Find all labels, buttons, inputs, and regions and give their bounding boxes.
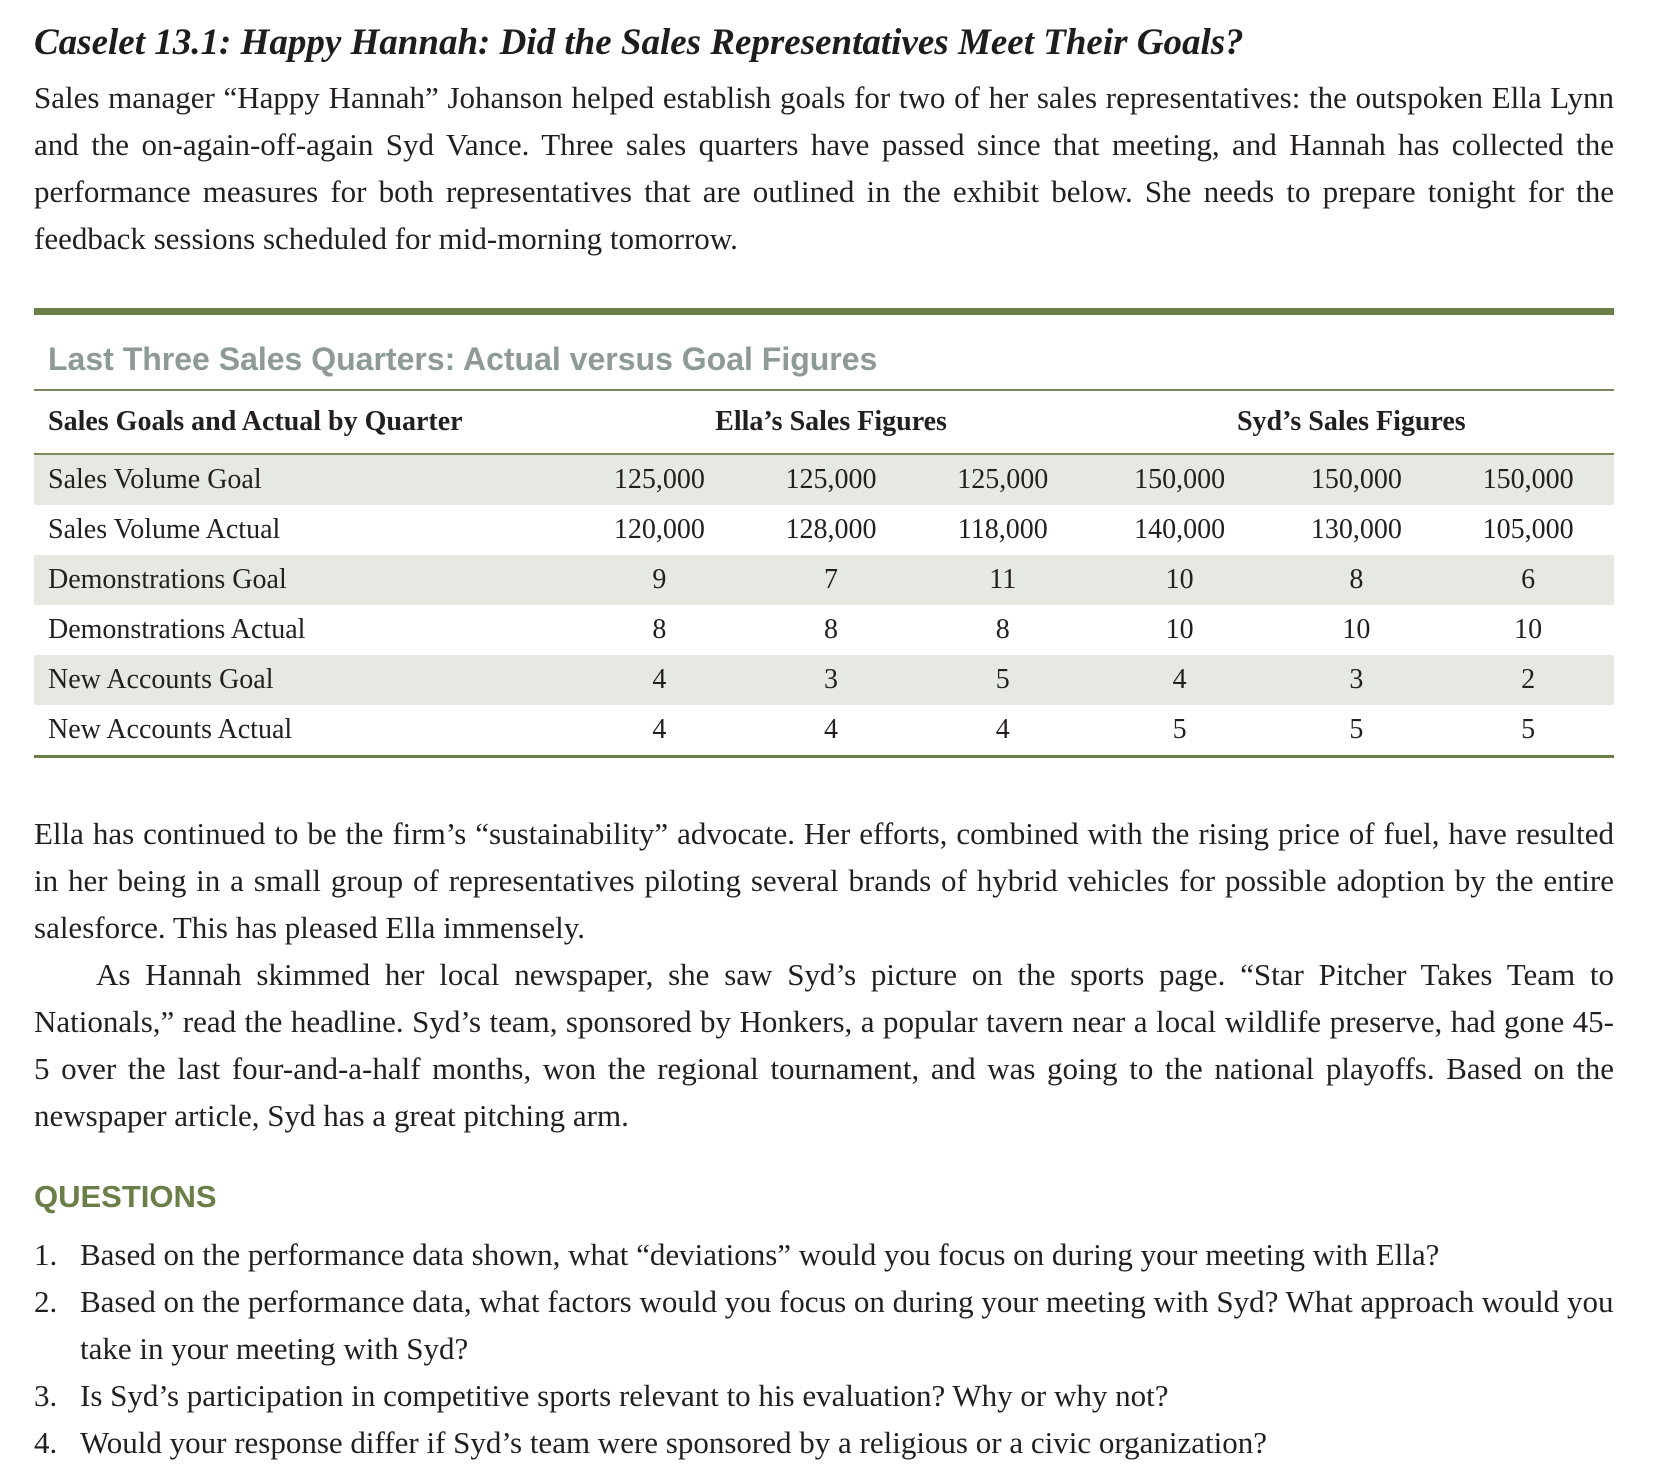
header-syd: Syd’s Sales Figures xyxy=(1089,391,1614,454)
exhibit xyxy=(34,308,1614,758)
table-cell: 130,000 xyxy=(1310,514,1402,545)
table-cell: 105,000 xyxy=(1482,514,1574,545)
table-body xyxy=(34,454,1614,757)
table-cell: 5 xyxy=(1442,705,1614,757)
table-cell: 4 xyxy=(1089,655,1271,705)
table-cell: 7 xyxy=(745,555,917,605)
table-cell: 8 xyxy=(1270,555,1442,605)
table-row xyxy=(34,555,1614,605)
table-cell: 10 xyxy=(1514,614,1543,645)
row-label: Demonstrations Actual xyxy=(48,614,306,645)
question-number: 3. xyxy=(34,1378,58,1413)
table-cell: 5 xyxy=(1089,705,1271,757)
question-text: Based on the performance data, what factors would you focus on during your meeting with Syd? What approach would you take in your meeting with Syd? xyxy=(80,1284,1614,1366)
table-cell: 128,000 xyxy=(785,514,877,545)
caselet-page xyxy=(34,0,1614,1466)
table-cell: 125,000 xyxy=(573,454,745,505)
table-cell: 140,000 xyxy=(1134,514,1226,545)
table-cell: 3 xyxy=(1270,655,1442,705)
table-cell: 150,000 xyxy=(1089,454,1271,505)
table-row xyxy=(34,454,1614,505)
table-cell: 2 xyxy=(1442,655,1614,705)
body-paragraph-syd: As Hannah skimmed her local newspaper, she saw Syd’s picture on the sports page. “Star Pitcher Takes Team to Nationals,” read the headline. Syd’s team, sponsored by Honkers, a popular tavern near a local wildlife preserve, had gone 45-5 over the last four-and-a-half months, won the regional tournament, and was going to the national playoffs. Based on the newspaper article, Syd has a great pitching arm. xyxy=(34,957,1614,1133)
table-row xyxy=(34,605,1614,655)
question-item xyxy=(34,1419,1614,1466)
questions-heading: QUESTIONS xyxy=(34,1179,217,1214)
row-label: New Accounts Actual xyxy=(34,705,573,757)
table-cell: 8 xyxy=(995,614,1010,645)
table-cell: 10 xyxy=(1089,555,1271,605)
table-cell: 125,000 xyxy=(917,454,1089,505)
table-cell: 5 xyxy=(1270,705,1442,757)
question-number: 4. xyxy=(34,1425,58,1460)
table-cell: 8 xyxy=(652,614,667,645)
question-number: 2. xyxy=(34,1284,58,1319)
exhibit-title: Last Three Sales Quarters: Actual versus Goal Figures xyxy=(34,315,1614,391)
question-number: 1. xyxy=(34,1237,58,1272)
table-cell: 125,000 xyxy=(745,454,917,505)
header-label: Sales Goals and Actual by Quarter xyxy=(34,391,573,454)
sales-table xyxy=(34,391,1614,758)
table-row xyxy=(34,505,1614,555)
table-cell: 4 xyxy=(573,655,745,705)
table-cell: 11 xyxy=(917,555,1089,605)
question-item xyxy=(34,1372,1614,1419)
table-cell: 10 xyxy=(1165,614,1194,645)
row-label: Demonstrations Goal xyxy=(34,555,573,605)
caselet-title: Caselet 13.1: Happy Hannah: Did the Sales Representatives Meet Their Goals? xyxy=(34,22,1244,63)
row-label: Sales Volume Actual xyxy=(48,514,281,545)
table-cell: 8 xyxy=(824,614,839,645)
question-item xyxy=(34,1278,1614,1372)
table-cell: 150,000 xyxy=(1442,454,1614,505)
table-cell: 150,000 xyxy=(1270,454,1442,505)
table-row xyxy=(34,705,1614,757)
row-label: New Accounts Goal xyxy=(34,655,573,705)
body-paragraph-ella: Ella has continued to be the firm’s “sustainability” advocate. Her efforts, combined with the rising price of fuel, have resulted in her being in a small group of representatives piloting several brands of hybrid vehicles for possible adoption by the entire salesforce. This has pleased Ella immensely. xyxy=(34,816,1614,945)
table-cell: 4 xyxy=(917,705,1089,757)
table-cell: 120,000 xyxy=(613,514,705,545)
row-label: Sales Volume Goal xyxy=(34,454,573,505)
table-row xyxy=(34,655,1614,705)
header-ella: Ella’s Sales Figures xyxy=(573,391,1088,454)
table-cell: 5 xyxy=(917,655,1089,705)
intro-paragraph: Sales manager “Happy Hannah” Johanson helped establish goals for two of her sales representatives: the outspoken Ella Lynn and the on-again-off-again Syd Vance. Three sales quarters have passed since that meeting, and Hannah has collected the performance measures for both representatives that are outlined in the exhibit below. She needs to prepare tonight for the feedback sessions scheduled for mid-morning tomorrow. xyxy=(34,80,1614,256)
table-cell: 9 xyxy=(573,555,745,605)
table-cell: 3 xyxy=(745,655,917,705)
table-cell: 10 xyxy=(1342,614,1371,645)
table-cell: 4 xyxy=(573,705,745,757)
question-item xyxy=(34,1231,1614,1278)
question-text: Based on the performance data shown, what “deviations” would you focus on during your meeting with Ella? xyxy=(80,1237,1440,1272)
table-cell: 4 xyxy=(745,705,917,757)
table-cell: 6 xyxy=(1442,555,1614,605)
table-cell: 118,000 xyxy=(957,514,1048,545)
question-text: Is Syd’s participation in competitive sports relevant to his evaluation? Why or why not? xyxy=(80,1378,1169,1413)
table-header-row xyxy=(34,391,1614,454)
questions-list xyxy=(34,1231,1614,1466)
question-text: Would your response differ if Syd’s team were sponsored by a religious or a civic organization? xyxy=(80,1425,1267,1460)
